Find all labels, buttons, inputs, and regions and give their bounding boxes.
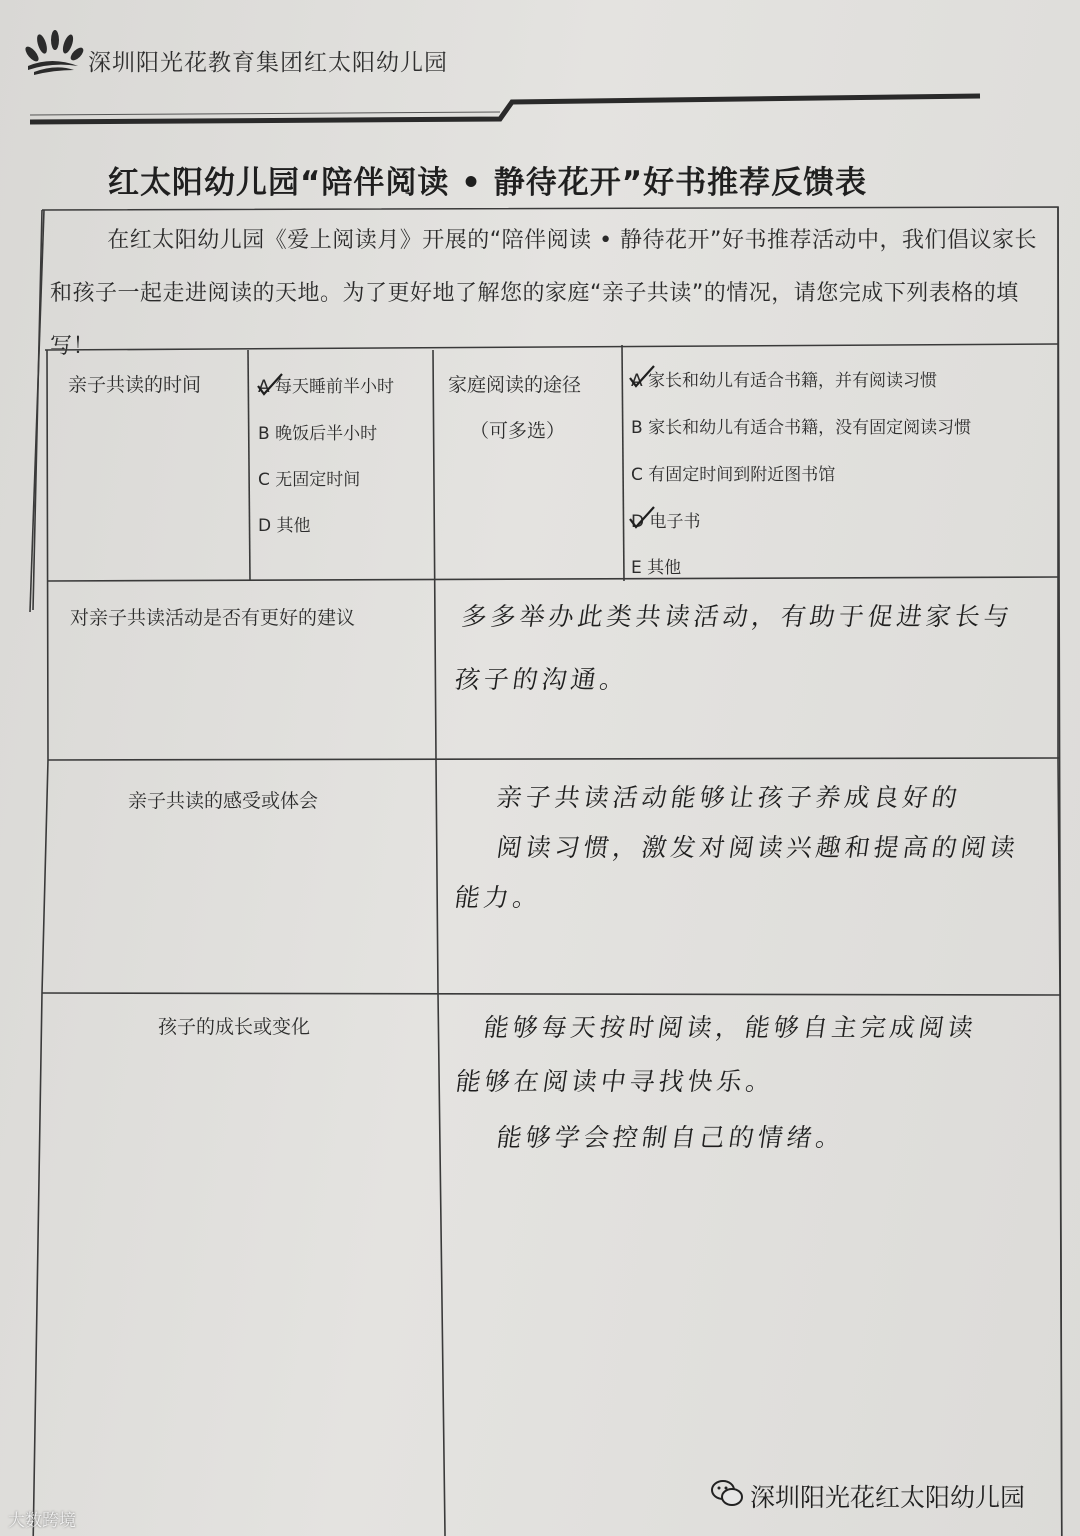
time-option-a: A 每天睡前半小时: [258, 377, 395, 397]
form-introduction: 在红太阳幼儿园《爱上阅读月》开展的“陪伴阅读 • 静待花开”好书推荐活动中，我们倡议家长和孩子一起走进阅读的天地。为了更好地了解您的家庭“亲子共读”的情况，请您完成下列表格的填写！: [50, 228, 1037, 359]
growth-answer-line-1: 能够每天按时阅读，能够自主完成阅读: [481, 1013, 979, 1042]
feeling-answer-line-1: 亲子共读活动能够让孩子养成良好的: [494, 783, 963, 812]
route-question-sublabel: （可多选）: [470, 420, 566, 442]
time-option-b: B 晚饭后半小时: [258, 424, 378, 444]
watermark-right: 深圳阳光花红太阳幼儿园: [750, 1483, 1026, 1512]
suggestion-label: 对亲子共读活动是否有更好的建议: [70, 607, 356, 629]
checkmark-icon: [628, 364, 656, 388]
route-option-e: E 其他: [631, 558, 682, 578]
time-option-d: D 其他: [258, 516, 311, 536]
route-question-label: 家庭阅读的途径: [448, 374, 582, 396]
feeling-label: 亲子共读的感受或体会: [128, 790, 319, 812]
feeling-answer-line-3: 能力。: [452, 883, 544, 912]
checkmark-icon: [628, 505, 656, 529]
route-option-c: C 有固定时间到附近图书馆: [631, 465, 836, 485]
route-option-d: D 电子书: [631, 512, 701, 532]
growth-label: 孩子的成长或变化: [158, 1016, 311, 1038]
route-option-b: B 家长和幼儿有适合书籍，没有固定阅读习惯: [631, 418, 972, 438]
time-option-c: C 无固定时间: [258, 470, 361, 490]
form-title: 红太阳幼儿园“陪伴阅读 • 静待花开”好书推荐反馈表: [108, 165, 868, 201]
growth-answer-line-3: 能够学会控制自己的情绪。: [494, 1123, 847, 1152]
organization-name: 深圳阳光花教育集团红太阳幼儿园: [88, 50, 448, 76]
growth-answer-line-2: 能够在阅读中寻找快乐。: [453, 1067, 777, 1096]
suggestion-answer-line-2: 孩子的沟通。: [452, 665, 631, 694]
route-option-a: A 家长和幼儿有适合书籍，并有阅读习惯: [631, 371, 938, 391]
time-question-label: 亲子共读的时间: [68, 374, 202, 396]
wechat-icon: [710, 1478, 744, 1508]
suggestion-answer-line-1: 多多举办此类共读活动，有助于促进家长与: [459, 602, 1015, 631]
watermark-left: 大数跨境: [8, 1511, 76, 1531]
checkmark-icon: [256, 372, 284, 396]
feeling-answer-line-2: 阅读习惯，激发对阅读兴趣和提高的阅读: [494, 833, 1021, 862]
